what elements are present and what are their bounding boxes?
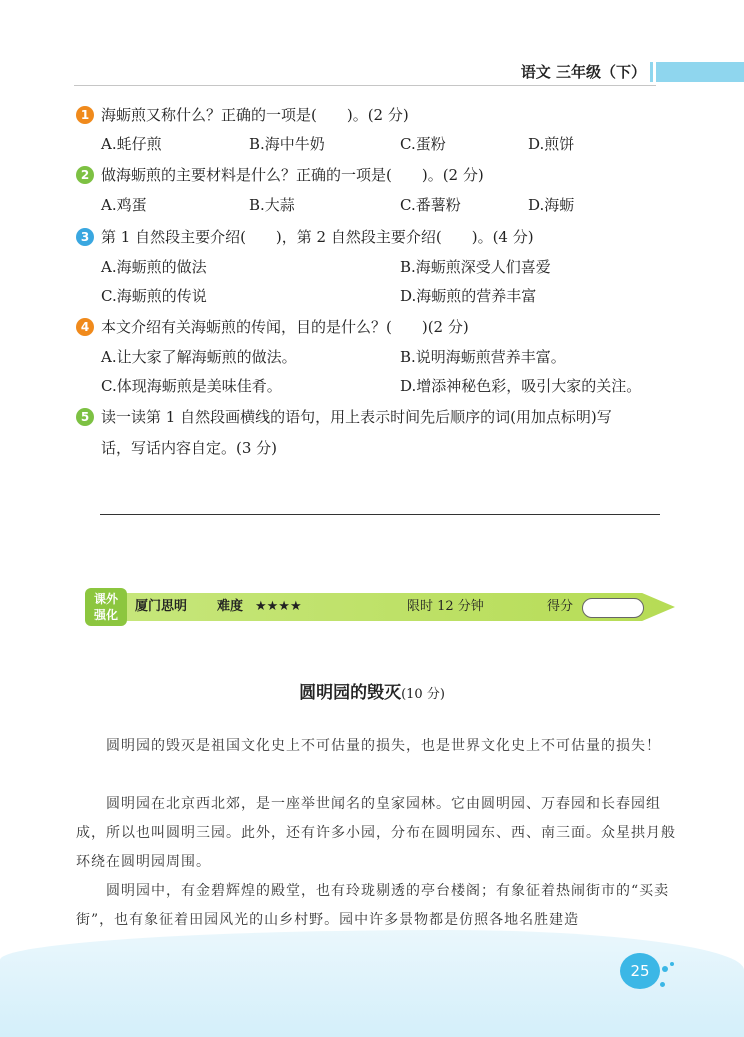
answer-line[interactable] [100, 514, 660, 515]
question-text: 第 1 自然段主要介绍( )，第 2 自然段主要介绍( )。(4 分) [101, 228, 534, 246]
decor-dot [662, 966, 668, 972]
badge-line-1: 课外 [93, 592, 118, 606]
header-tick-decoration [650, 62, 653, 82]
option-b: B.说明海蛎煎营养丰富。 [400, 348, 566, 366]
option-c: C.蛋粉 [400, 135, 446, 153]
decor-dot [670, 962, 674, 966]
article-title-text: 圆明园的毁灭 [299, 683, 402, 703]
option-d: D.海蛎煎的营养丰富 [400, 287, 537, 305]
article-paragraph-2: 圆明园在北京西北郊，是一座举世闻名的皇家园林。它由圆明园、万春园和长春园组成，所以也叫圆明三园。此外，还有许多小园，分布在圆明园东、西、南三面。众星拱月般环绕在圆明园周围。 [76, 796, 676, 870]
article-paragraph-3: 圆明园中，有金碧辉煌的殿堂，也有玲珑剔透的亭台楼阁；有象征着热闹街市的“买卖街”，也有象征着田园风光的山乡村野。园中许多景物都是仿照各地名胜建造 [76, 883, 670, 928]
option-c: C.番薯粉 [400, 196, 461, 214]
question-number-badge: 3 [76, 228, 94, 246]
option-c: C.海蛎煎的传说 [101, 287, 207, 305]
article-paragraph-1: 圆明园的毁灭是祖国文化史上不可估量的损失，也是世界文化史上不可估量的损失！ [106, 738, 661, 754]
article-points: (10 分) [401, 687, 445, 702]
option-d: D.增添神秘色彩，吸引大家的关注。 [400, 377, 642, 395]
time-limit: 限时 12 分钟 [407, 599, 484, 614]
difficulty-stars-icon: ★★★★ [255, 599, 302, 614]
score-label: 得分 [547, 599, 574, 614]
score-input-box[interactable] [582, 598, 644, 618]
question-number-badge: 1 [76, 106, 94, 124]
option-b: B.大蒜 [249, 196, 295, 214]
question-number-badge: 5 [76, 408, 94, 426]
option-d: D.海蛎 [528, 196, 575, 214]
question-number-badge: 2 [76, 166, 94, 184]
question-text: 海蛎煎又称什么？正确的一项是( )。(2 分) [101, 106, 409, 124]
page-header [0, 60, 744, 84]
difficulty-label: 难度 [217, 599, 244, 614]
decor-dot [660, 982, 665, 987]
option-b: B.海中牛奶 [249, 135, 325, 153]
header-divider [74, 85, 656, 86]
badge-line-2: 强化 [93, 608, 118, 622]
option-a: A.海蛎煎的做法 [101, 258, 207, 276]
question-number-badge: 4 [76, 318, 94, 336]
page-number: 25 [620, 953, 660, 989]
question-text: 读一读第 1 自然段画横线的语句，用上表示时间先后顺序的词(用加点标明)写 [101, 408, 612, 426]
article-title [0, 680, 744, 706]
question-text: 本文介绍有关海蛎煎的传闻，目的是什么？( )(2 分) [101, 318, 469, 336]
question-text: 做海蛎煎的主要材料是什么？正确的一项是( )。(2 分) [101, 166, 484, 184]
header-title: 语文 三年级（下） [520, 63, 646, 81]
option-d: D.煎饼 [528, 135, 575, 153]
option-a: A.蚝仔煎 [101, 135, 162, 153]
banner-subject: 厦门思明 [135, 599, 188, 614]
question-text-continued: 话，写话内容自定。(3 分) [101, 439, 278, 457]
option-a: A.让大家了解海蛎煎的做法。 [101, 348, 297, 366]
exercise-banner [85, 588, 685, 626]
option-a: A.鸡蛋 [101, 196, 147, 214]
option-c: C.体现海蛎煎是美味佳肴。 [101, 377, 282, 395]
extra-practice-badge [85, 588, 127, 626]
header-color-bar [656, 62, 744, 82]
option-b: B.海蛎煎深受人们喜爱 [400, 258, 551, 276]
